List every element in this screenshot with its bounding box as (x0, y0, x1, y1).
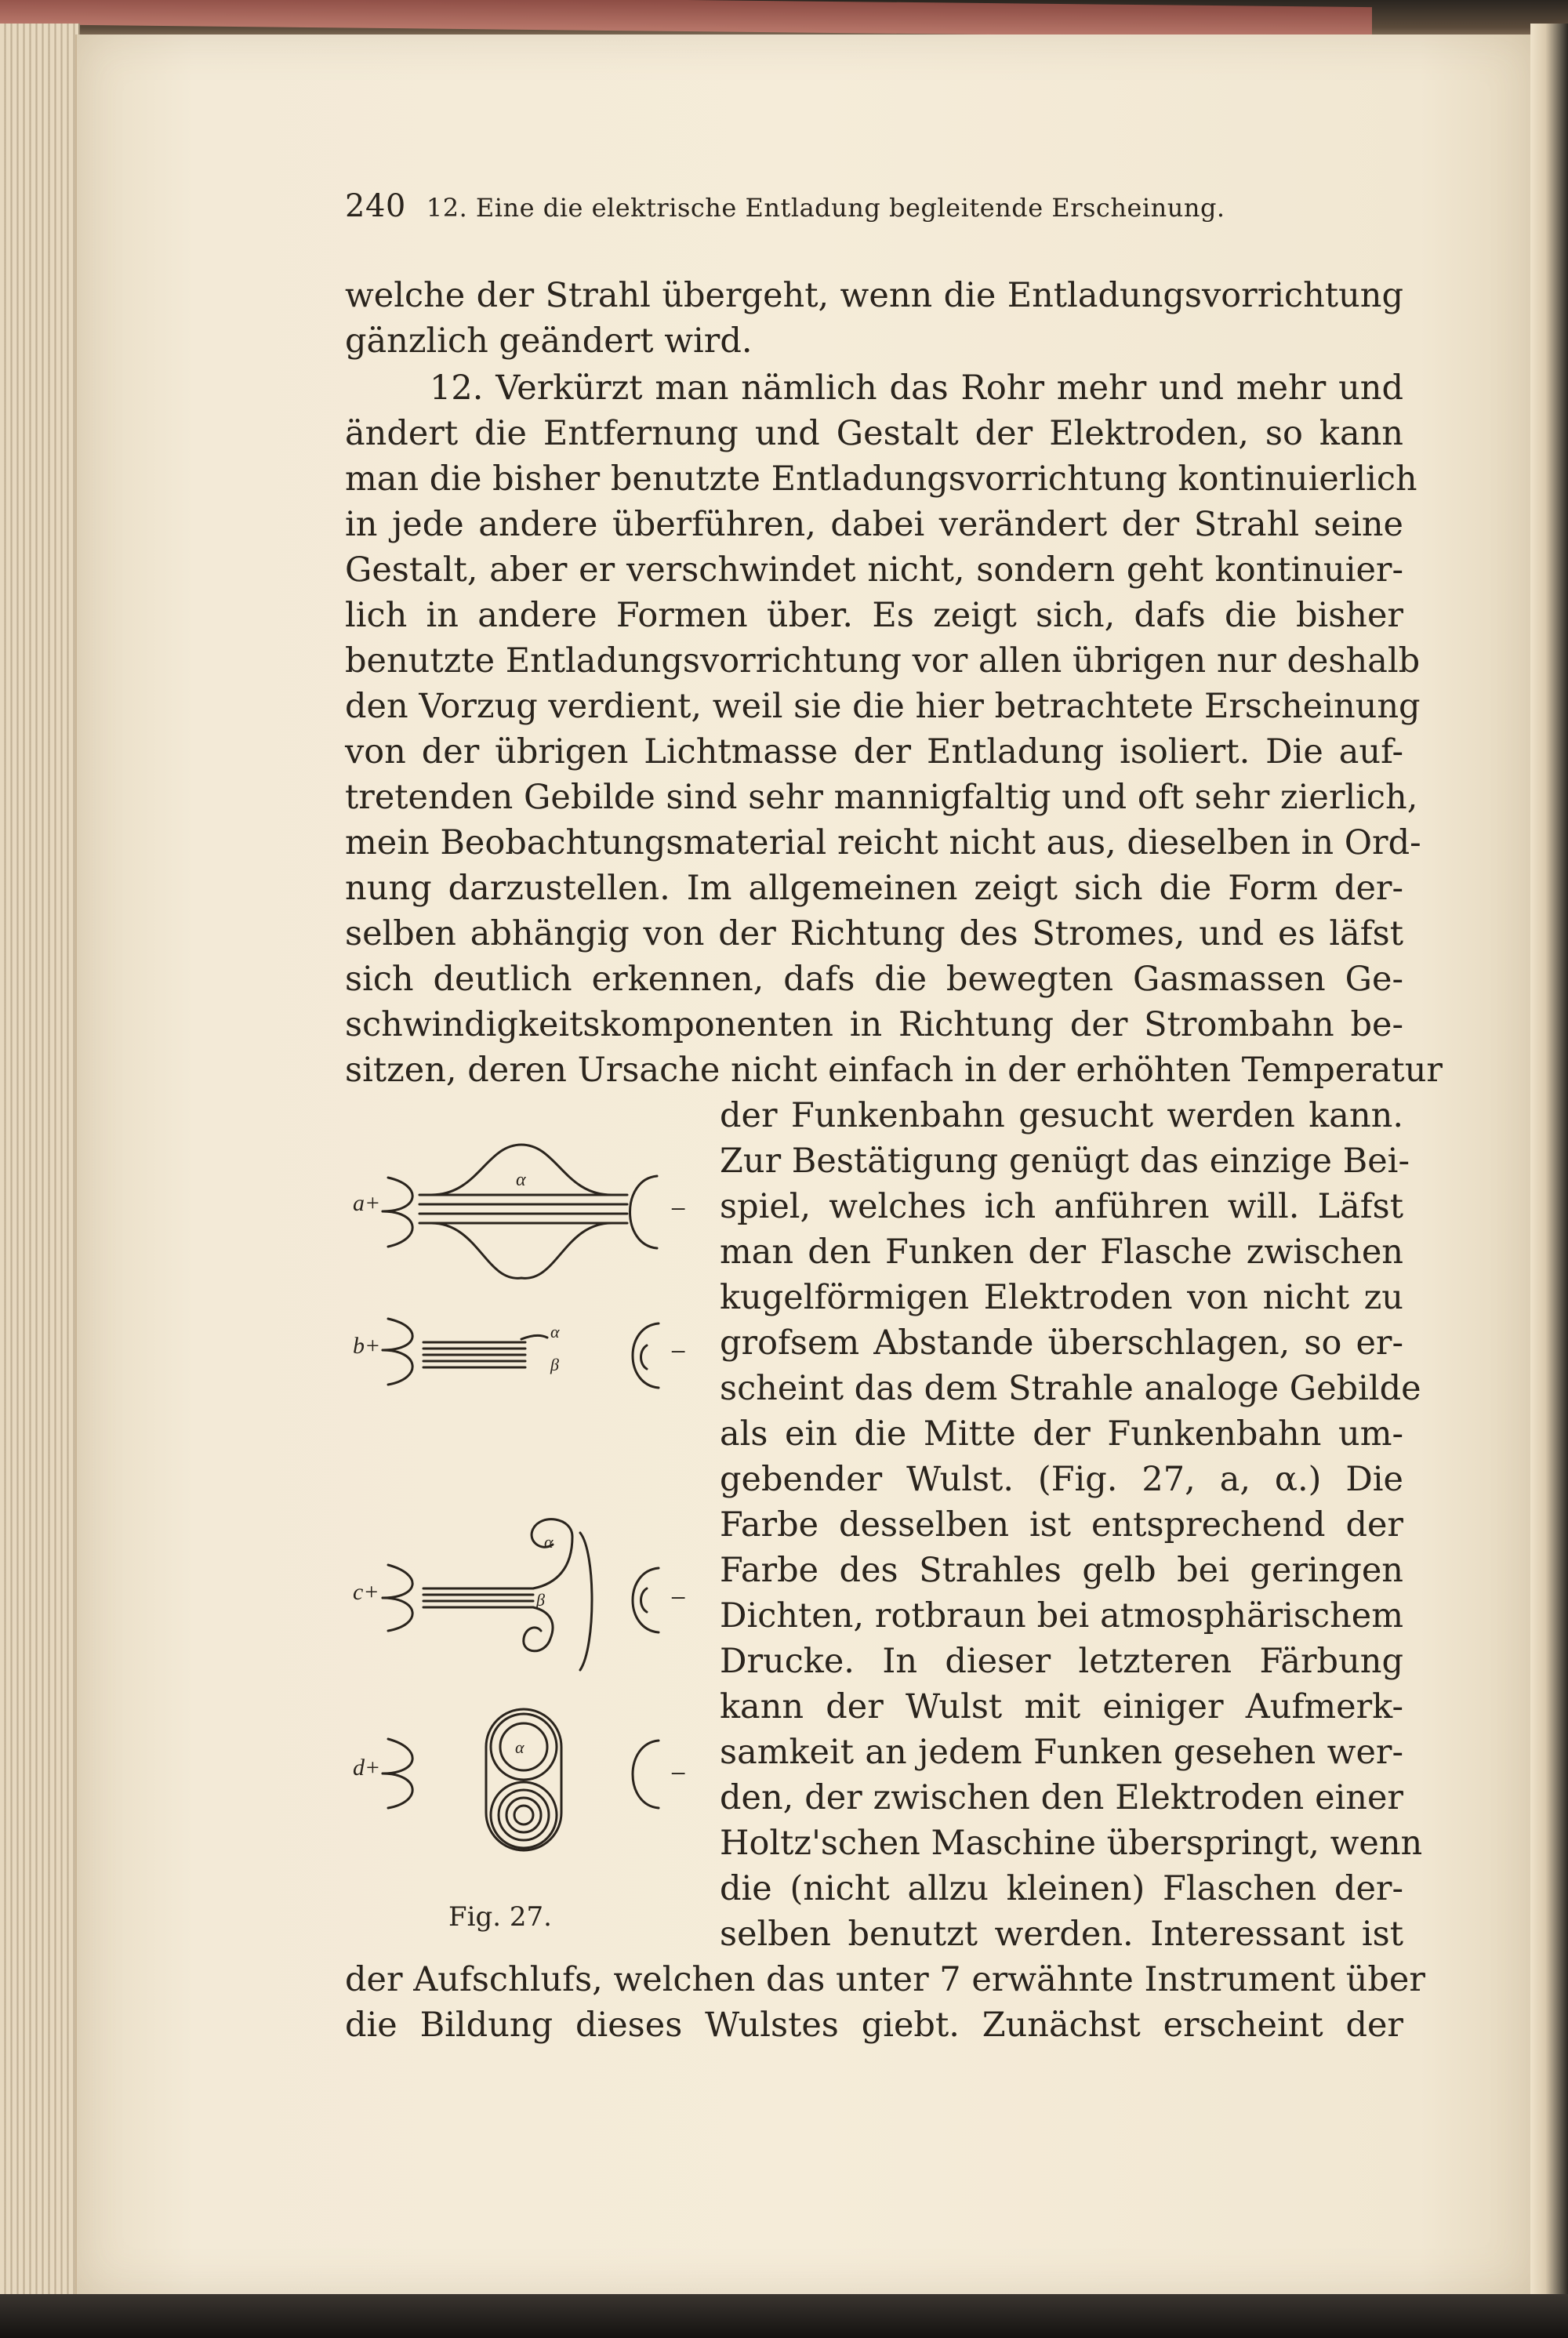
figure-caption: Fig. 27. (448, 1901, 552, 1933)
label-beta: β (536, 1590, 545, 1610)
text-line: Farbe des Strahles gelb bei geringen (720, 1551, 1403, 1590)
label-c: c+ (353, 1579, 379, 1605)
text-line: den, der zwischen den Elektroden einer (720, 1778, 1403, 1817)
text-line: Drucke. In dieser letzteren Färbung (720, 1642, 1403, 1681)
page-stack-left (0, 24, 80, 2297)
text-line: ändert die Entfernung und Gestalt der Elektroden, so kann (345, 414, 1403, 453)
text-line: sich deutlich erkennen, dafs die bewegten Gasmassen Ge- (345, 960, 1403, 999)
text-line: Dichten, rotbraun bei atmosphärischem (720, 1596, 1403, 1636)
label-d: d+ (353, 1755, 381, 1781)
text-line: der Aufschlufs, welchen das unter 7 erwähnte Instrument über (345, 1960, 1425, 1999)
text-line: 12. Verkürzt man nämlich das Rohr mehr und mehr und (430, 368, 1403, 408)
minus-sign: − (670, 1193, 687, 1225)
text-line: scheint das dem Strahle analoge Gebilde (720, 1369, 1421, 1408)
text-line: grofsem Abstande überschlagen, so er- (720, 1323, 1403, 1363)
minus-sign: − (670, 1758, 687, 1789)
text-line: man die bisher benutzte Entladungsvorrichtung kontinuierlich (345, 459, 1417, 499)
text-line: Holtz'schen Maschine überspringt, wenn (720, 1824, 1423, 1863)
book-bottom-edge (0, 2294, 1568, 2338)
text-line: nung darzustellen. Im allgemeinen zeigt sich die Form der- (345, 869, 1403, 908)
label-a: a+ (353, 1190, 381, 1216)
figure-27 (345, 1129, 706, 1952)
text-line: gebender Wulst. (Fig. 27, a, α.) Die (720, 1460, 1403, 1499)
text-line: der Funkenbahn gesucht werden kann. (720, 1096, 1403, 1135)
running-title: 12. Eine die elektrische Entladung begleitende Erscheinung. (426, 193, 1225, 223)
label-alpha: α (544, 1532, 554, 1552)
minus-sign: − (670, 1336, 687, 1367)
text-line: sitzen, deren Ursache nicht einfach in der erhöhten Temperatur (345, 1051, 1443, 1090)
text-line: die (nicht allzu kleinen) Flaschen der- (720, 1869, 1403, 1908)
text-line: spiel, welches ich anführen will. Läfst (720, 1187, 1403, 1226)
text-line: kugelförmigen Elektroden von nicht zu (720, 1278, 1403, 1317)
text-line: Gestalt, aber er verschwindet nicht, sondern geht kontinuier- (345, 550, 1403, 590)
text-line: Farbe desselben ist entsprechend der (720, 1505, 1403, 1545)
panel-b (383, 1319, 659, 1388)
label-alpha: α (516, 1170, 526, 1190)
panel-d (383, 1709, 659, 1850)
text-line: gänzlich geändert wird. (345, 321, 753, 361)
page-stack-right (1530, 24, 1568, 2297)
label-b: b+ (353, 1333, 381, 1359)
minus-sign: − (670, 1582, 687, 1614)
page-number: 240 (345, 188, 406, 224)
panel-a (383, 1145, 657, 1278)
label-alpha: α (515, 1737, 524, 1757)
text-line: man den Funken der Flasche zwischen (720, 1233, 1403, 1272)
text-line: mein Beobachtungsmaterial reicht nicht aus, dieselben in Ord- (345, 823, 1421, 862)
text-line: von der übrigen Lichtmasse der Entladung isoliert. Die auf- (345, 732, 1403, 771)
text-line: die Bildung dieses Wulstes giebt. Zunächst erscheint der (345, 2006, 1403, 2045)
text-line: welche der Strahl übergeht, wenn die Entladungsvorrichtung (345, 276, 1403, 315)
text-line: selben abhängig von der Richtung des Stromes, und es läfst (345, 914, 1403, 953)
text-line: als ein die Mitte der Funkenbahn um- (720, 1414, 1403, 1454)
text-line: den Vorzug verdient, weil sie die hier betrachtete Erscheinung (345, 687, 1421, 726)
running-header (345, 188, 1403, 235)
text-line: lich in andere Formen über. Es zeigt sich, dafs die bisher (345, 596, 1403, 635)
text-line: benutzte Entladungsvorrichtung vor allen übrigen nur deshalb (345, 641, 1421, 681)
text-line: samkeit an jedem Funken gesehen wer- (720, 1733, 1403, 1772)
electrode-diagram (345, 1129, 706, 1952)
label-alpha: α (550, 1322, 560, 1341)
text-line: in jede andere überführen, dabei verändert der Strahl seine (345, 505, 1403, 544)
text-line: schwindigkeitskomponenten in Richtung der Strombahn be- (345, 1005, 1403, 1044)
label-beta: β (550, 1355, 559, 1374)
text-line: selben benutzt werden. Interessant ist (720, 1915, 1403, 1954)
panel-c (383, 1519, 659, 1670)
text-line: tretenden Gebilde sind sehr mannigfaltig und oft sehr zierlich, (345, 778, 1418, 817)
text-line: Zur Bestätigung genügt das einzige Bei- (720, 1142, 1410, 1181)
text-line: kann der Wulst mit einiger Aufmerk- (720, 1687, 1403, 1726)
